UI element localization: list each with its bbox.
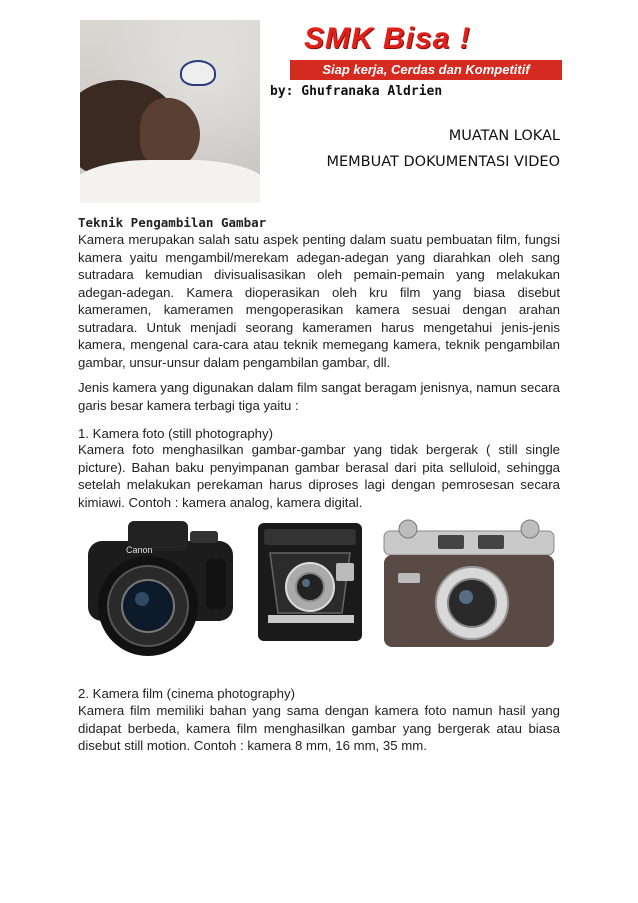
dslr-camera-image	[78, 511, 243, 659]
smk-logo	[290, 22, 562, 82]
subject-title: MUATAN LOKAL	[448, 128, 560, 144]
logo-title: SMK Bisa !	[304, 22, 471, 55]
camera-images	[78, 503, 560, 663]
rangefinder-camera-icon	[378, 517, 560, 657]
folding-camera-image	[250, 503, 372, 653]
photo-cap	[180, 60, 216, 86]
paragraph-types	[78, 379, 560, 414]
author-line: by: Ghufranaka Aldrien	[270, 84, 443, 99]
photo-shirt	[80, 160, 260, 203]
paragraph-intro-text: Kamera merupakan salah satu aspek penting dalam suatu pembuatan film, fungsi kamera yaitu mengambil/merekam adegan-adegan yang diarahkan oleh sang sutradara kemudian divisualisasikan oleh pemain-pemain yang melakukan adegan-adegan. Kamera dioperasikan oleh kru film yang biasa disebut kameramen, kameramen mengoperasikan kamera sesuai dengan arahan sutradara. Untuk menjadi seorang kameramen harus mengetahui jenis-jenis kamera, mengenal cara-cara atau teknik memegang kamera, teknik pengambilan gambar, unsur-unsur dalam pengambilan gambar, dll.	[78, 232, 560, 370]
rangefinder-camera-image	[378, 517, 560, 657]
dslr-brand: Canon	[126, 545, 153, 555]
item1-text: Kamera foto menghasilkan gambar-gambar yang tidak bergerak ( still single picture). Bahan baku penyimpanan gambar berasal dari pita selluloid, sehingga setelah melakukan perekaman harus diproses lagi dengan pemrosesan secara kimiawi. Contoh : kamera analog, kamera digital.	[78, 442, 560, 510]
logo-tagline: Siap kerja, Cerdas dan Kompetitif	[290, 60, 562, 80]
folding-camera-icon	[250, 503, 372, 653]
item2-description	[78, 702, 560, 755]
document-title: MEMBUAT DOKUMENTASI VIDEO	[326, 154, 560, 170]
item2-title: 2. Kamera film (cinema photography)	[78, 686, 295, 701]
photo-face	[140, 98, 200, 168]
item1-title: 1. Kamera foto (still photography)	[78, 426, 273, 441]
section-heading: Teknik Pengambilan Gambar	[78, 215, 267, 230]
paragraph-types-text: Jenis kamera yang digunakan dalam film sangat beragam jenisnya, namun secara garis besar kamera terbagi tiga yaitu :	[78, 380, 560, 413]
paragraph-intro	[78, 231, 560, 371]
dslr-camera-icon	[78, 511, 243, 659]
item1-description	[78, 441, 560, 511]
item2-text: Kamera film memiliki bahan yang sama dengan kamera foto namun hasil yang didapat berbeda, kamera film menghasilkan gambar yang bergerak atau biasa disebut still motion. Contoh : kamera 8 mm, 16 mm, 35 mm.	[78, 703, 560, 753]
author-photo	[80, 20, 260, 203]
